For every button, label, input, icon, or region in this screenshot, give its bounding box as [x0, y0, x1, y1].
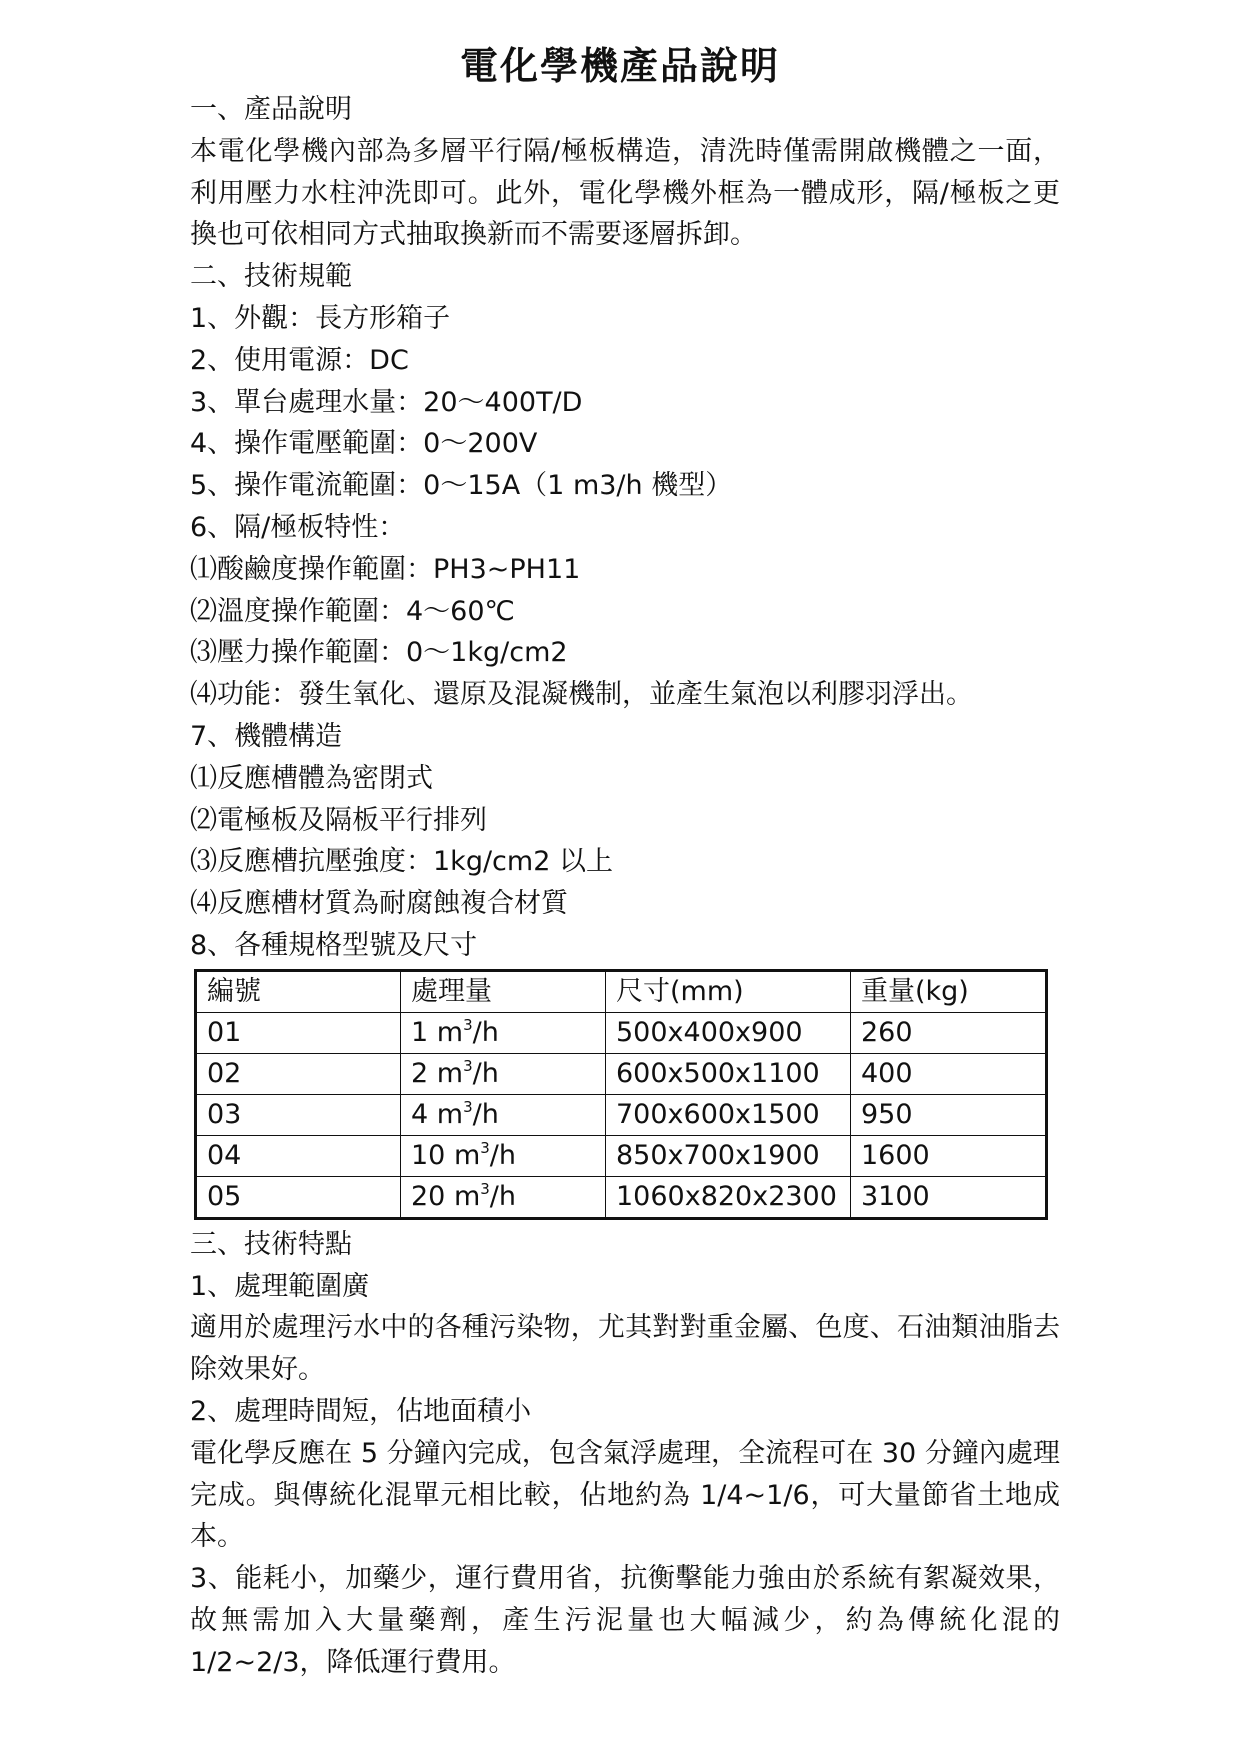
- spec-subitem: ⑴反應槽體為密閉式: [190, 762, 433, 794]
- table-row: [196, 1053, 1047, 1094]
- capacity-unit: /h: [472, 1057, 499, 1089]
- capacity-value: 1 m: [411, 1016, 464, 1048]
- capacity-exponent: 3: [463, 1015, 473, 1034]
- section-1-heading: 一、產品說明: [190, 94, 352, 125]
- capacity-value: 4 m: [411, 1098, 464, 1130]
- weight-cell: 3100: [851, 1176, 1047, 1218]
- size-cell: 700x600x1500: [606, 1094, 851, 1135]
- capacity-cell: [401, 1012, 606, 1053]
- capacity-cell: [401, 1053, 606, 1094]
- section-2-heading: 二、技術規範: [190, 261, 352, 293]
- spec-item: 3、單台處理水量：20～400T/D: [190, 386, 583, 418]
- weight-cell: 400: [851, 1053, 1047, 1094]
- capacity-cell: [401, 1094, 606, 1135]
- model-id-cell: 03: [196, 1094, 401, 1135]
- table-row: [196, 1135, 1047, 1176]
- capacity-unit: /h: [472, 1098, 499, 1130]
- spec-subitem: ⑶反應槽抗壓強度：1kg/cm2 以上: [190, 846, 613, 878]
- spec-subitem: ⑷反應槽材質為耐腐蝕複合材質: [190, 888, 568, 920]
- capacity-exponent: 3: [480, 1179, 490, 1198]
- weight-cell: 260: [851, 1012, 1047, 1053]
- spec-item: 4、操作電壓範圍：0～200V: [190, 428, 538, 460]
- size-cell: 500x400x900: [606, 1012, 851, 1053]
- size-cell: 850x700x1900: [606, 1135, 851, 1176]
- feature-1-body: 適用於處理污水中的各種污染物，尤其對對重金屬、色度、石油類油脂去除效果好。: [190, 1312, 1060, 1386]
- spec-item: 6、隔/極板特性：: [190, 511, 406, 543]
- document-title: 電化學機產品說明: [459, 43, 780, 88]
- capacity-exponent: 3: [480, 1138, 490, 1157]
- header-cell: 編號: [196, 970, 401, 1012]
- feature-2-title: 2、處理時間短，佔地面積小: [190, 1395, 532, 1427]
- capacity-cell: [401, 1135, 606, 1176]
- capacity-unit: /h: [489, 1180, 517, 1212]
- feature-3-body: 3、能耗小，加藥少，運行費用省，抗衡擊能力強由於系統有絮凝效果，故無需加入大量藥劑，產生污泥量也大幅減少，約為傳統化混的1/2~2/3，降低運行費用。: [190, 1563, 1060, 1678]
- spec-subitem: ⑶壓力操作範圍：0～1kg/cm2: [190, 637, 568, 669]
- header-cell: 重量(kg): [851, 970, 1047, 1012]
- model-id-cell: 01: [196, 1012, 401, 1053]
- spec-item: 2、使用電源：DC: [190, 344, 409, 376]
- model-id-cell: 04: [196, 1135, 401, 1176]
- feature-1-title: 1、處理範圍廣: [190, 1270, 370, 1302]
- spec-item: 1、外觀：長方形箱子: [190, 302, 451, 334]
- section-1-body: 本電化學機內部為多層平行隔/極板構造，清洗時僅需開啟機體之一面，利用壓力水柱沖洗即可。此外，電化學機外框為一體成形，隔/極板之更換也可依相同方式抽取換新而不需要逐層拆卸。: [190, 135, 1060, 251]
- spec-item: 7、機體構造: [190, 720, 343, 752]
- table-row: [196, 1012, 1047, 1053]
- model-id-cell: 02: [196, 1053, 401, 1094]
- capacity-unit: /h: [489, 1139, 517, 1171]
- capacity-value: 20 m: [411, 1180, 481, 1212]
- header-cell: 處理量: [401, 970, 606, 1012]
- capacity-unit: /h: [472, 1016, 499, 1048]
- section-3-heading: 三、技術特點: [190, 1228, 352, 1260]
- capacity-value: 10 m: [411, 1139, 481, 1171]
- spec-item: 8、各種規格型號及尺寸: [190, 929, 478, 961]
- table-header-row: [196, 970, 1047, 1012]
- model-id-cell: 05: [196, 1176, 401, 1218]
- header-cell: 尺寸(mm): [606, 970, 851, 1012]
- table-row: [196, 1176, 1047, 1218]
- size-cell: 1060x820x2300: [606, 1176, 851, 1218]
- document-body: [190, 89, 1060, 1684]
- spec-subitem: ⑷功能：發生氧化、還原及混凝機制，並產生氣泡以利膠羽浮出。: [190, 679, 973, 711]
- spec-item: 5、操作電流範圍：0～15A（1 m3/h 機型）: [190, 470, 733, 502]
- model-spec-table: [194, 969, 1048, 1220]
- table-row: [196, 1094, 1047, 1135]
- size-cell: 600x500x1100: [606, 1053, 851, 1094]
- feature-2-body: 電化學反應在 5 分鐘內完成，包含氣浮處理，全流程可在 30 分鐘內處理完成。與傳統化混單元相比較，佔地約為 1/4~1/6，可大量節省土地成本。: [190, 1437, 1060, 1553]
- spec-subitem: ⑵電極板及隔板平行排列: [190, 804, 487, 836]
- capacity-exponent: 3: [463, 1056, 473, 1075]
- weight-cell: 1600: [851, 1135, 1047, 1176]
- weight-cell: 950: [851, 1094, 1047, 1135]
- spec-subitem: ⑵溫度操作範圍：4～60℃: [190, 595, 515, 627]
- capacity-value: 2 m: [411, 1057, 464, 1089]
- capacity-exponent: 3: [463, 1097, 473, 1116]
- capacity-cell: [401, 1176, 606, 1218]
- spec-subitem: ⑴酸鹼度操作範圍：PH3~PH11: [190, 553, 581, 585]
